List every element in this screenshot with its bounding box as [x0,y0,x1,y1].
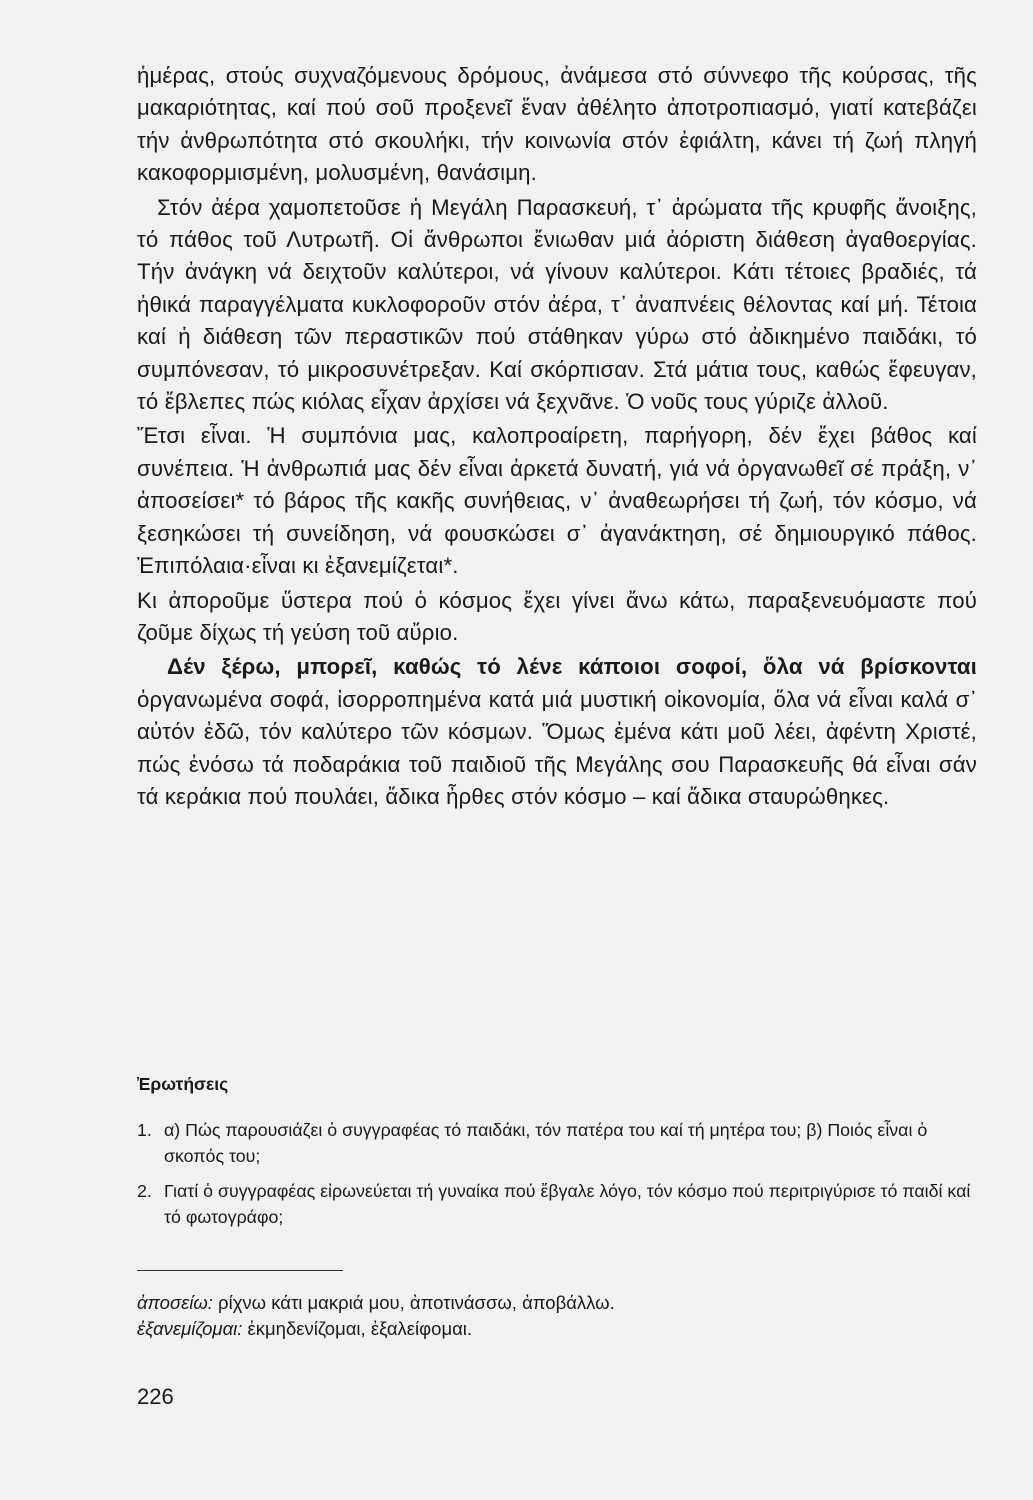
question-text: α) Πώς παρουσιάζει ὁ συγγραφέας τό παιδάκι, τόν πατέρα του καί τή μητέρα του; β) Ποιός εἶναι ὁ σκοπός του; [164,1120,928,1166]
paragraph-5 [137,651,977,813]
paragraph-1: ἡμέρας, στούς συχναζόμενους δρόμους, ἀνάμεσα στό σύννεφο τῆς κούρσας, τῆς μακαριότητας, καί πού σοῦ προξενεῖ ἕναν ἀθέλητο ἀποτροπιασμό, γιατί κατεβάζει τήν ἀνθρωπότητα στό σκουλήκι, τήν κοινωνία στόν ἐφιάλτη, κάνει τή ζωή πληγή κακοφορμισμένη, μολυσμένη, θανάσιμη. [137,63,977,186]
footnote [137,1290,615,1316]
footnote-divider [137,1270,343,1271]
footnote-definition: ρίχνω κάτι μακριά μου, ἀποτινάσσω, ἀποβάλλω. [212,1292,615,1313]
questions-heading: Ἐρωτήσεις [137,1074,229,1094]
questions-list [137,1118,982,1240]
question-item [137,1179,982,1230]
page-number: 226 [137,1384,174,1409]
question-item [137,1118,982,1169]
question-text: Γιατί ὁ συγγραφέας εἰρωνεύεται τή γυναίκα πού ἔβγαλε λόγο, τόν κόσμο πού περιτριγύρισε τό παιδί καί τό φωτογράφο; [164,1181,971,1227]
main-text [137,60,977,813]
question-number: 1. [137,1120,152,1140]
footnotes [137,1290,615,1342]
footnote-definition: ἐκμηδενίζομαι, ἐξαλείφομαι. [242,1318,473,1339]
paragraph-2: Στόν ἀέρα χαμοπετοῦσε ἡ Μεγάλη Παρασκευή, τ᾽ ἀρώματα τῆς κρυφῆς ἄνοιξης, τό πάθος τοῦ Λυτρωτῆ. Οἱ ἄνθρωποι ἔνιωθαν μιά ἀόριστη διάθεση ἀγαθοεργίας. Τήν ἀνάγκη νά δειχτοῦν καλύτεροι, νά γίνουν καλύτεροι. Κάτι τέτοιες βραδιές, τά ἠθικά παραγγέλματα κυκλοφοροῦν στόν ἀέρα, τ᾽ ἀναπνέεις θέλοντας καί μή. Τέτοια καί ἡ διάθεση τῶν περαστικῶν πού στάθηκαν γύρω στό ἀδικημένο παιδάκι, τό συμπόνεσαν, τό μικροσυνέτρεξαν. Καί σκόρπισαν. Στά μάτια τους, καθώς ἔφευγαν, τό ἔβλεπες πώς κιόλας εἶχαν ἀρχίσει νά ξεχνᾶνε. Ὁ νοῦς τους γύριζε ἀλλοῦ. [137,194,977,415]
paragraph-5-lead: Δέν ξέρω, μπορεῖ, καθώς τό λένε κάποιοι σοφοί, ὅλα νά βρίσκονται [167,654,977,680]
paragraph-3: Ἔτσι εἶναι. Ἡ συμπόνια μας, καλοπροαίρετη, παρήγορη, δέν ἔχει βάθος καί συνέπεια. Ἡ ἀνθρωπιά μας δέν εἶναι ἀρκετά δυνατή, γιά νά ὀργανωθεῖ σέ πράξη, ν᾽ ἀποσείσει* τό βάρος τῆς κακῆς συνήθειας, ν᾽ ἀναθεωρήσει τή ζωή, τόν κόσμο, νά ξεσηκώσει τή συνείδηση, νά φουσκώσει σ᾽ ἀγανάκτηση, σέ δημιουργικό πάθος. Ἐπιπόλαια·εἶναι κι ἐξανεμίζεται*. [137,423,977,579]
paragraph-4: Κι ἀποροῦμε ὕστερα πού ὁ κόσμος ἔχει γίνει ἄνω κάτω, παραξενευόμαστε πού ζοῦμε δίχως τή γεύση τοῦ αὔριο. [137,587,977,645]
footnote-term: ἀποσείω: [137,1292,213,1313]
question-number: 2. [137,1181,152,1201]
footnote [137,1316,615,1342]
paragraph-5-body: ὀργανωμένα σοφά, ἰσορροπημένα κατά μιά μυστική οἰκονομία, ὅλα νά εἶναι καλά σ᾽ αὐτόν ἐδῶ, τόν καλύτερο τῶν κόσμων. Ὅμως ἐμένα κάτι μοῦ λέει, ἀφέντη Χριστέ, πώς ἐνόσω τά ποδαράκια τοῦ παιδιοῦ τῆς Μεγάλης σου Παρασκευῆς θά εἶναι σάν τά κεράκια πού πουλάει, ἄδικα ἦρθες στόν κόσμο – καί ἄδικα σταυρώθηκες. [137,686,977,809]
footnote-term: ἐξανεμίζομαι: [137,1318,243,1339]
